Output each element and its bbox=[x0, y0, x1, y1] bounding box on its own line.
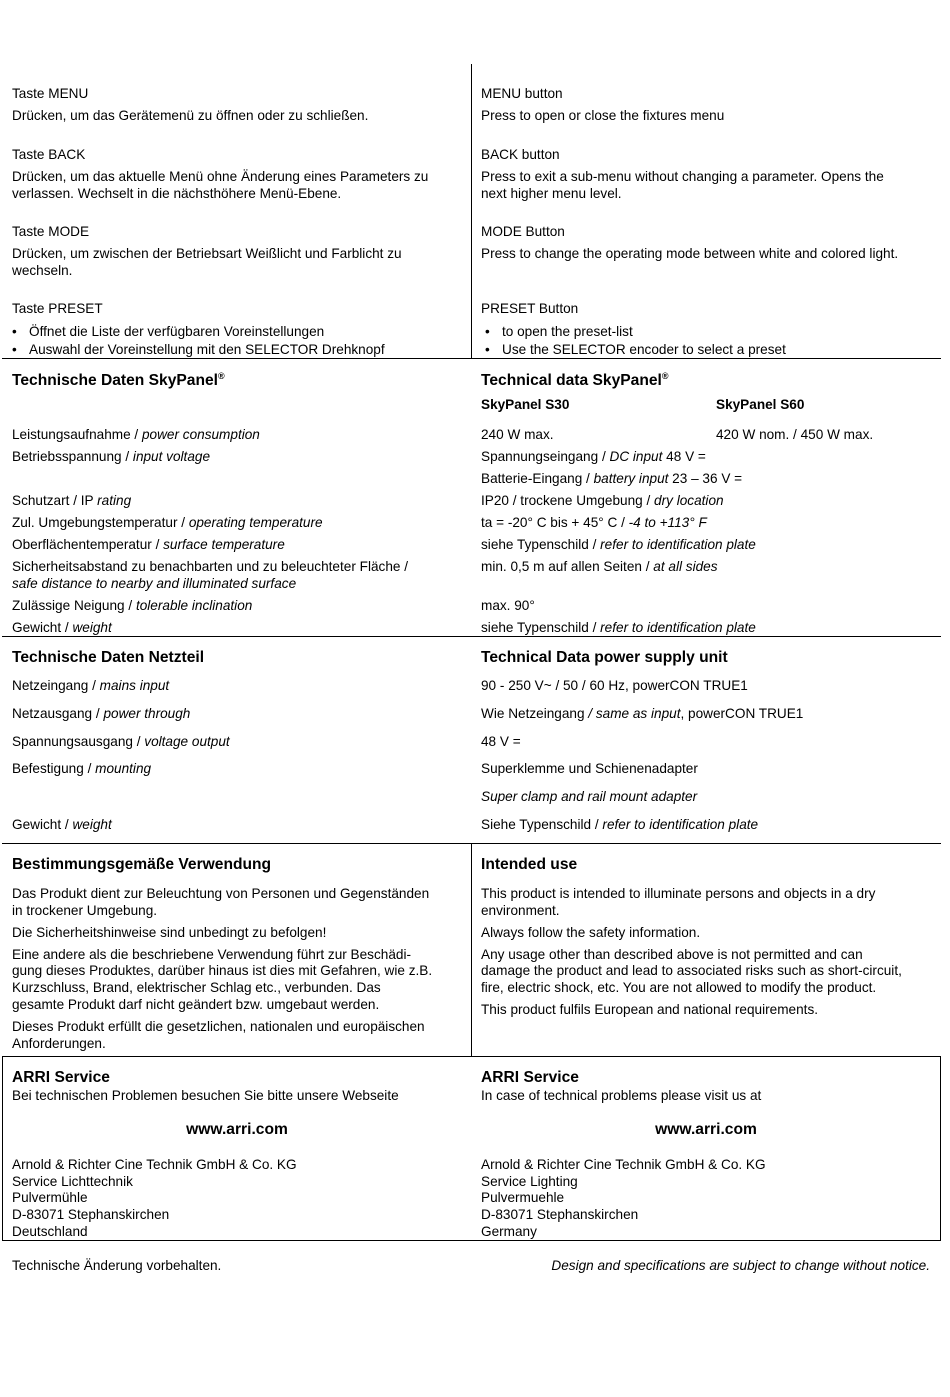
service-box-top bbox=[2, 1056, 941, 1057]
use-heading-de: Bestimmungsgemäße Verwendung bbox=[12, 856, 272, 873]
service-address-en: D-83071 Stephanskirchen bbox=[481, 1207, 639, 1222]
back-text-en-2: next higher menu level. bbox=[481, 186, 622, 201]
back-text-en-1: Press to exit a sub-menu without changing a parameter. Opens the bbox=[481, 169, 884, 184]
use-text-en: This product fulfils European and national requirements. bbox=[481, 1002, 819, 1017]
preset-title-en: PRESET Button bbox=[481, 301, 579, 316]
preset-bullet-en: • to open the preset-list bbox=[502, 323, 633, 340]
service-url-en[interactable]: www.arri.com bbox=[655, 1121, 757, 1138]
tech-heading-de: Technische Daten SkyPanel® bbox=[12, 370, 225, 389]
mode-title-en: MODE Button bbox=[481, 224, 565, 239]
spec-value-temperature: ta = -20° C bis + 45° C / -4 to +113° F bbox=[481, 515, 707, 530]
service-address-de: Arnold & Richter Cine Technik GmbH & Co. KG bbox=[12, 1157, 297, 1172]
psu-heading-de: Technische Daten Netzteil bbox=[12, 649, 205, 666]
spec-label-inclination: Zulässige Neigung / tolerable inclination bbox=[12, 598, 253, 613]
spec-label-surface: Oberflächentemperatur / surface temperature bbox=[12, 537, 285, 552]
service-address-de: D-83071 Stephanskirchen bbox=[12, 1207, 170, 1222]
psu-label-weight: Gewicht / weight bbox=[12, 817, 112, 832]
spec-value-ip: IP20 / trockene Umgebung / dry location bbox=[481, 493, 724, 508]
psu-label-mounting: Befestigung / mounting bbox=[12, 761, 152, 776]
use-text-de: gesamte Produkt darf nicht geändert bzw. umgebaut werden. bbox=[12, 997, 380, 1012]
service-address-en: Pulvermuehle bbox=[481, 1190, 565, 1205]
use-text-en: fire, electric shock, etc. You are not allowed to modify the product. bbox=[481, 980, 877, 995]
service-box-right bbox=[940, 1056, 941, 1241]
back-text-de-2: verlassen. Wechselt in die nächsthöhere Menü-Ebene. bbox=[12, 186, 342, 201]
preset-bullet-de: • Auswahl der Voreinstellung mit den SELECTOR Drehknopf bbox=[29, 341, 385, 358]
service-heading-de: ARRI Service bbox=[12, 1069, 110, 1086]
psu-label-through: Netzausgang / power through bbox=[12, 706, 191, 721]
service-address-en: Service Lighting bbox=[481, 1174, 578, 1189]
service-box-left bbox=[2, 1056, 3, 1241]
back-title-en: BACK button bbox=[481, 147, 560, 162]
service-url-de[interactable]: www.arri.com bbox=[186, 1121, 288, 1138]
menu-title-en: MENU button bbox=[481, 86, 563, 101]
menu-text-en: Press to open or close the fixtures menu bbox=[481, 108, 725, 123]
psu-value-mains: 90 - 250 V~ / 50 / 60 Hz, powerCON TRUE1 bbox=[481, 678, 748, 693]
service-intro-de: Bei technischen Problemen besuchen Sie bitte unsere Webseite bbox=[12, 1088, 399, 1103]
service-address-de: Service Lichttechnik bbox=[12, 1174, 133, 1189]
spec-label-weight: Gewicht / weight bbox=[12, 620, 112, 635]
mode-text-de-2: wechseln. bbox=[12, 263, 73, 278]
column-divider-use bbox=[471, 843, 472, 1057]
tech-heading-en: Technical data SkyPanel® bbox=[481, 370, 669, 389]
service-address-de: Pulvermühle bbox=[12, 1190, 88, 1205]
use-text-de: in trockener Umgebung. bbox=[12, 903, 158, 918]
preset-bullet-en: • Use the SELECTOR encoder to select a preset bbox=[502, 341, 786, 358]
spec-value-inclination: max. 90° bbox=[481, 598, 535, 613]
spec-label-ip: Schutzart / IP rating bbox=[12, 493, 132, 508]
footer-notice-en: Design and specifications are subject to change without notice. bbox=[551, 1258, 930, 1273]
psu-value-weight: Siehe Typenschild / refer to identification plate bbox=[481, 817, 759, 832]
mode-title-de: Taste MODE bbox=[12, 224, 90, 239]
use-text-de: gung dieses Produktes, darüber hinaus ist dies mit Gefahren, wie z.B. bbox=[12, 963, 433, 978]
spec-label-voltage: Betriebsspannung / input voltage bbox=[12, 449, 211, 464]
use-heading-en: Intended use bbox=[481, 856, 578, 873]
footer-notice-de: Technische Änderung vorbehalten. bbox=[12, 1258, 222, 1273]
spec-value-battery-input: Batterie-Eingang / battery input 23 – 36 V = bbox=[481, 471, 743, 486]
spec-value-distance: min. 0,5 m auf allen Seiten / at all sides bbox=[481, 559, 718, 574]
preset-title-de: Taste PRESET bbox=[12, 301, 103, 316]
spec-label-temperature: Zul. Umgebungstemperatur / operating temperature bbox=[12, 515, 323, 530]
psu-label-mains: Netzeingang / mains input bbox=[12, 678, 170, 693]
spec-label-distance-2: safe distance to nearby and illuminated surface bbox=[12, 576, 297, 591]
spec-label-distance-1: Sicherheitsabstand zu benachbarten und zu beleuchteter Fläche / bbox=[12, 559, 408, 574]
service-address-de: Deutschland bbox=[12, 1224, 88, 1239]
psu-heading-en: Technical Data power supply unit bbox=[481, 649, 728, 666]
mode-text-en: Press to change the operating mode between white and colored light. bbox=[481, 246, 899, 261]
psu-value-voltage-output: 48 V = bbox=[481, 734, 521, 749]
use-text-de: Anforderungen. bbox=[12, 1036, 106, 1051]
service-intro-en: In case of technical problems please visit us at bbox=[481, 1088, 762, 1103]
spec-label-power: Leistungsaufnahme / power consumption bbox=[12, 427, 260, 442]
service-address-en: Arnold & Richter Cine Technik GmbH & Co. KG bbox=[481, 1157, 766, 1172]
use-text-de: Das Produkt dient zur Beleuchtung von Personen und Gegenständen bbox=[12, 886, 430, 901]
column-header-s60: SkyPanel S60 bbox=[716, 397, 805, 412]
spec-value-power-s60: 420 W nom. / 450 W max. bbox=[716, 427, 874, 442]
menu-title-de: Taste MENU bbox=[12, 86, 89, 101]
service-box-bottom bbox=[2, 1240, 941, 1241]
spec-value-dc-input: Spannungseingang / DC input 48 V = bbox=[481, 449, 706, 464]
psu-label-voltage-output: Spannungsausgang / voltage output bbox=[12, 734, 230, 749]
psu-value-mounting-de: Superklemme und Schienenadapter bbox=[481, 761, 698, 776]
use-text-en: Always follow the safety information. bbox=[481, 925, 701, 940]
use-text-de: Dieses Produkt erfüllt die gesetzlichen, nationalen und europäischen bbox=[12, 1019, 425, 1034]
spec-value-power-s30: 240 W max. bbox=[481, 427, 554, 442]
service-address-en: Germany bbox=[481, 1224, 537, 1239]
use-text-en: environment. bbox=[481, 903, 560, 918]
column-divider-top bbox=[471, 64, 472, 359]
use-text-de: Kurzschluss, Brand, elektrischer Schlag etc., verbunden. Das bbox=[12, 980, 381, 995]
spec-value-surface: siehe Typenschild / refer to identification plate bbox=[481, 537, 756, 552]
psu-value-through: Wie Netzeingang / same as input, powerCON TRUE1 bbox=[481, 706, 804, 721]
spec-value-weight: siehe Typenschild / refer to identification plate bbox=[481, 620, 756, 635]
rule-tech bbox=[2, 358, 941, 359]
use-text-en: This product is intended to illuminate persons and objects in a dry bbox=[481, 886, 876, 901]
mode-text-de-1: Drücken, um zwischen der Betriebsart Weißlicht und Farblicht zu bbox=[12, 246, 402, 261]
preset-bullet-de: • Öffnet die Liste der verfügbaren Voreinstellungen bbox=[29, 323, 324, 340]
use-text-de: Eine andere als die beschriebene Verwendung führt zur Beschädi- bbox=[12, 947, 412, 962]
use-text-en: damage the product and lead to associated risks such as short-circuit, bbox=[481, 963, 902, 978]
back-title-de: Taste BACK bbox=[12, 147, 86, 162]
back-text-de-1: Drücken, um das aktuelle Menü ohne Änderung eines Parameters zu bbox=[12, 169, 429, 184]
use-text-en: Any usage other than described above is not permitted and can bbox=[481, 947, 863, 962]
service-heading-en: ARRI Service bbox=[481, 1069, 579, 1086]
rule-psu bbox=[2, 636, 941, 637]
psu-value-mounting-en: Super clamp and rail mount adapter bbox=[481, 789, 698, 804]
use-text-de: Die Sicherheitshinweise sind unbedingt zu befolgen! bbox=[12, 925, 327, 940]
column-header-s30: SkyPanel S30 bbox=[481, 397, 570, 412]
menu-text-de: Drücken, um das Gerätemenü zu öffnen oder zu schließen. bbox=[12, 108, 369, 123]
